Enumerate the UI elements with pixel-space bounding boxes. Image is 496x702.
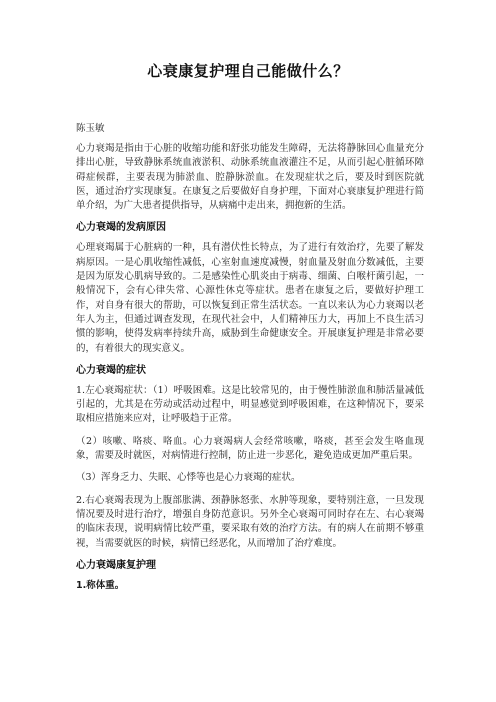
symptoms-paragraph-cough: （2）咳嗽、咯痰、咯血。心力衰竭病人会经常咳嗽，咯痰，甚至会发生咯血现象，需要及时就医，对病情进行控制，防止进一步恶化，避免造成更加严重后果。 [76,435,424,462]
section-heading-rehab-care: 心力衰竭康复护理 [76,559,156,571]
symptoms-paragraph-right-heart: 2.右心衰竭表现为上腹部胀满、颈静脉怒张、水肿等现象，要特别注意，一旦发现情况要及时进行治疗，增强自身防范意识。另外全心衰竭可同时存在左、右心衰竭的临床表现，说明病情比较严重，要采取有效的治疗方法。有的病人在前期不够重视，当需要就医的时候，病情已经恶化，从而增加了治疗难度。 [76,494,424,549]
page-title: 心衰康复护理自己能做什么？ [147,62,349,80]
subheading-weigh: 1.称体重。 [76,579,125,591]
section-heading-symptoms: 心力衰竭的症状 [76,364,146,376]
document-body [76,122,424,593]
symptoms-paragraph-left-heart: 1.左心衰竭症状：（1）呼吸困难。这是比较常见的，由于慢性肺淤血和肺活量减低引起的，尤其是在劳动或活动过程中，明显感觉到呼吸困难，在这种情况下，要采取相应措施来应对，让呼吸趋于正常。 [76,384,424,425]
section-heading-causes: 心力衰竭的发病原因 [76,222,166,234]
causes-paragraph: 心理衰竭属于心脏病的一种，具有潜伏性长特点，为了进行有效治疗，先要了解发病原因。一是心肌收缩性减低，心室射血速度减慢，射血量及射血分数减低，主要是因为原发心肌病导致的。二是感染性心肌炎由于病毒、细菌、白喉杆菌引起，一般情况下，会有心律失常、心源性休克等症状。患者在康复之后，要做好护理工作，对自身有很大的帮助，可以恢复到正常生活状态。一直以来认为心力衰竭以老年人为主，但通过调查发现，在现代社会中，人们精神压力大，再加上不良生活习惯的影响，使得发病率持续升高，威胁到生命健康安全。开展康复护理是非常必要的，有着很大的现实意义。 [76,242,424,354]
symptoms-paragraph-fatigue: （3）浑身乏力、失眠、心悸等也是心力衰竭的症状。 [76,472,301,484]
intro-paragraph: 心力衰竭是指由于心脏的收缩功能和舒张功能发生障碍，无法将静脉回心血量充分排出心脏，导致静脉系统血液淤积、动脉系统血液灌注不足，从而引起心脏循环障碍症候群，主要表现为肺淤血、腔静脉淤血。在发现症状之后，要及时到医院就医，通过治疗实现康复。在康复之后要做好自身护理，下面对心衰康复护理进行简单介绍，为广大患者提供指导，从病痛中走出来，拥抱新的生活。 [76,143,424,212]
author-name: 陈玉敏 [76,123,105,134]
